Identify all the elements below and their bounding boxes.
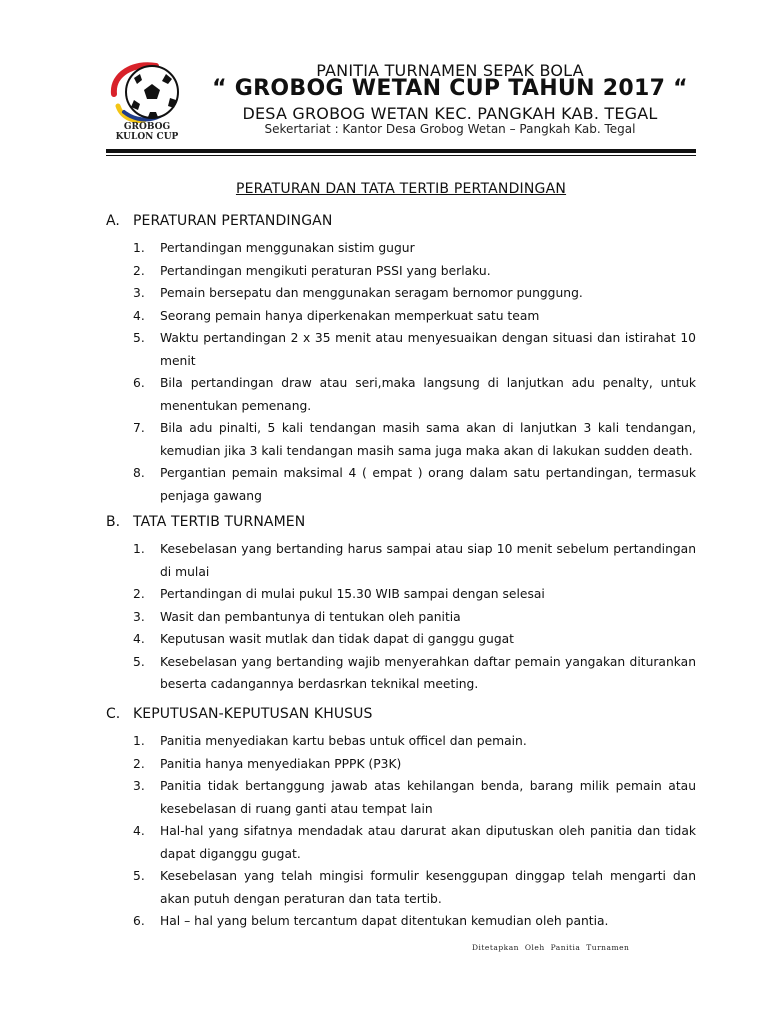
item-text: Keputusan wasit mutlak dan tidak dapat di ganggu gugat [160,632,515,646]
item-number: 6. [133,914,145,928]
logo-text-line1: GROBOG [123,122,171,132]
item-number: 4. [133,632,145,646]
list-item [106,753,696,776]
item-text: Bila pertandingan draw atau seri,maka langsung di lanjutkan adu penalty, untuk menentukan pemenang. [160,376,696,413]
list-item [106,462,696,507]
tournament-logo [104,60,190,156]
section-title: TATA TERTIB TURNAMEN [133,514,306,530]
item-text: Pemain bersepatu dan menggunakan seragam bernomor punggung. [160,286,583,300]
secretariat-address: Sekertariat : Kantor Desa Grobog Wetan – Pangkah Kab. Tegal [264,122,636,136]
item-number: 3. [133,286,145,300]
list-item [106,865,696,910]
item-text: Pergantian pemain maksimal 4 ( empat ) orang dalam satu pertandingan, termasuk penjaga gawang [160,466,696,503]
item-text: Waktu pertandingan 2 x 35 menit atau menyesuaikan dengan situasi dan istirahat 10 menit [160,331,696,368]
section-letter: A. [106,213,120,229]
rule-list [106,237,696,507]
list-item [106,538,696,583]
item-text: Wasit dan pembantunya di tentukan oleh panitia [160,609,461,624]
rule-list [106,730,696,933]
item-text: Bila adu pinalti, 5 kali tendangan masih sama akan di lanjutkan 3 kali tendangan, kemudian jika 3 kali tendangan masih sama juga maka akan di lakukan sudden death. [160,421,696,458]
item-text: Seorang pemain hanya diperkenakan memperkuat satu team [160,308,540,323]
item-text: Hal – hal yang belum tercantum dapat ditentukan kemudian oleh pantia. [160,914,609,928]
item-text: Panitia menyediakan kartu bebas untuk officel dan pemain. [160,734,527,748]
item-text: Pertandingan di mulai pukul 15.30 WIB sampai dengan selesai [160,587,545,601]
item-number: 4. [133,308,145,323]
list-item [106,237,696,260]
list-item [106,775,696,820]
item-text: Panitia tidak bertanggung jawab atas kehilangan benda, barang milik pemain atau kesebelasan di ruang ganti atau tempat lain [160,779,696,816]
item-number: 8. [133,466,145,480]
section-heading [106,211,696,231]
item-text: Pertandingan mengikuti peraturan PSSI yang berlaku. [160,263,491,278]
item-number: 5. [133,654,145,669]
item-number: 1. [133,734,145,748]
list-item [106,372,696,417]
document-title: PERATURAN DAN TATA TERTIB PERTANDINGAN [235,181,567,197]
list-item [106,305,696,328]
list-item [106,730,696,753]
item-number: 7. [133,421,145,435]
header-divider-thick [106,149,696,153]
section-title: PERATURAN PERTANDINGAN [133,213,333,229]
section-heading [106,512,696,532]
footer-signature-note: Ditetapkan Oleh Panitia Turnamen [472,943,630,952]
section-a [106,211,696,507]
item-text: Kesebelasan yang bertanding wajib menyerahkan daftar pemain yangakan diturankan beserta cadangannya berdasrkan teknikal meeting. [160,654,696,691]
list-item [106,327,696,372]
item-text: Pertandingan menggunakan sistim gugur [160,241,415,255]
logo-text-line2: KULON CUP [115,132,179,142]
item-number: 2. [133,587,145,601]
section-b [106,512,696,696]
item-text: Kesebelasan yang bertanding harus sampai atau siap 10 menit sebelum pertandingan di mulai [160,542,696,579]
list-item [106,583,696,606]
section-letter: C. [106,706,121,722]
list-item [106,820,696,865]
list-item [106,628,696,651]
section-heading [106,704,696,724]
list-item [106,606,696,629]
header-divider-thin [106,155,696,156]
list-item [106,910,696,933]
soccer-ball-icon [104,60,190,124]
list-item [106,282,696,305]
item-number: 3. [133,779,145,793]
item-text: Hal-hal yang sifatnya mendadak atau darurat akan diputuskan oleh panitia dan tidak dapat diganggu gugat. [160,824,696,861]
section-c [106,704,696,933]
item-number: 1. [133,542,145,556]
section-letter: B. [106,514,121,530]
item-number: 2. [133,263,145,278]
list-item [106,651,696,696]
section-title: KEPUTUSAN-KEPUTUSAN KHUSUS [133,706,373,722]
item-number: 4. [133,824,145,838]
item-number: 2. [133,756,145,771]
item-text: Kesebelasan yang telah mingisi formulir kesenggupan dinggap telah mengarti dan akan putuh dengan peraturan dan tata tertib. [160,869,696,906]
item-number: 1. [133,241,145,255]
item-number: 6. [133,376,145,390]
item-text: Panitia hanya menyediakan PPPK (P3K) [160,756,402,771]
committee-name: PANITIA TURNAMEN SEPAK BOLA [316,61,584,80]
rule-list [106,538,696,696]
list-item [106,260,696,283]
list-item [106,417,696,462]
event-title: “ GROBOG WETAN CUP TAHUN 2017 “ [212,76,688,101]
item-number: 5. [133,331,145,345]
item-number: 5. [133,869,145,883]
event-location: DESA GROBOG WETAN KEC. PANGKAH KAB. TEGAL [242,104,658,123]
item-number: 3. [133,609,145,624]
